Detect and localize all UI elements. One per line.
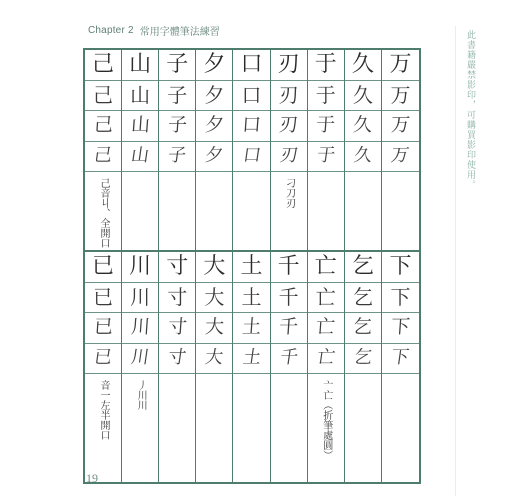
practice-char: 夕 [196,142,232,173]
practice-char: 土 [233,283,269,314]
practice-char: 夕 [196,81,232,112]
char-column [159,50,196,250]
print-char: 万 [382,50,419,81]
practice-char: 久 [345,142,381,173]
practice-char: 山 [122,111,158,142]
stroke-note [159,172,195,250]
practice-char: 刃 [271,142,307,173]
practice-char: 万 [382,81,419,112]
char-column [382,50,419,250]
char-column [382,252,419,482]
print-char: 山 [122,50,158,81]
char-column [122,50,159,250]
stroke-note [122,172,158,250]
practice-char: 久 [345,111,381,142]
copyright-note: 此書籍嚴禁影印，可購買影印使用。 [465,30,475,190]
practice-char: 口 [233,142,269,173]
practice-char: 土 [233,344,269,375]
practice-char: 千 [271,313,307,344]
stroke-note: 亠亡（折筆處圓） [320,380,332,460]
practice-char: 下 [382,313,419,344]
practice-char: 乞 [345,344,381,375]
print-char: 寸 [159,252,195,283]
print-char: 己 [85,50,121,81]
practice-char: 寸 [159,283,195,314]
practice-char: 子 [159,81,195,112]
print-char: 川 [122,252,158,283]
print-char: 下 [382,252,419,283]
print-char: 刃 [271,50,307,81]
side-rule [455,26,456,496]
stroke-note [308,172,344,250]
char-column [271,252,308,482]
stroke-note: 刁刀刃 [283,178,295,208]
page-header [88,22,220,38]
practice-char: 于 [308,142,344,173]
practice-char: 久 [345,81,381,112]
char-column [159,252,196,482]
char-column [85,50,122,250]
char-column [196,252,233,482]
practice-char: 子 [159,111,195,142]
stroke-note: 音一左半開口 [98,380,110,440]
practice-char: 已 [85,283,121,314]
char-column [345,252,382,482]
page-number: 19 [86,471,98,485]
print-char: 口 [233,50,269,81]
practice-char: 己 [85,142,121,173]
print-char: 夕 [196,50,232,81]
print-char: 土 [233,252,269,283]
char-column [122,252,159,482]
practice-char: 千 [271,283,307,314]
practice-char: 大 [196,313,232,344]
stroke-note [159,374,195,482]
stroke-note [345,374,381,482]
practice-char: 山 [122,142,158,173]
char-column [233,50,270,250]
char-column [308,252,345,482]
practice-char: 于 [308,111,344,142]
practice-char: 下 [382,344,419,375]
practice-char: 夕 [196,111,232,142]
char-column [308,50,345,250]
stroke-note: 己音丩、全開口 [98,178,110,248]
practice-char: 下 [382,283,419,314]
chapter-title: 常用字體筆法練習 [139,26,220,38]
practice-char: 乞 [345,313,381,344]
stroke-note: 丿川川 [135,380,147,410]
stroke-note [382,374,419,482]
stroke-note [345,172,381,250]
practice-char: 大 [196,283,232,314]
practice-char: 川 [122,283,158,314]
practice-block-1 [85,50,419,250]
practice-char: 寸 [159,313,195,344]
chapter-label: Chapter 2 [88,24,134,36]
print-char: 子 [159,50,195,81]
print-char: 千 [271,252,307,283]
practice-char: 土 [233,313,269,344]
practice-char: 刃 [271,111,307,142]
char-column [345,50,382,250]
stroke-note [233,374,269,482]
print-char: 于 [308,50,344,81]
practice-char: 子 [159,142,195,173]
practice-char: 寸 [159,344,195,375]
practice-char: 刃 [271,81,307,112]
char-column [196,50,233,250]
practice-char: 亡 [308,313,344,344]
practice-char: 已 [85,344,121,375]
practice-char: 万 [382,142,419,173]
practice-char: 万 [382,111,419,142]
stroke-note [196,374,232,482]
practice-char: 己 [85,81,121,112]
practice-char: 口 [233,111,269,142]
practice-char: 山 [122,81,158,112]
practice-char: 于 [308,81,344,112]
practice-grid [83,48,421,484]
practice-char: 川 [122,313,158,344]
practice-char: 亡 [308,344,344,375]
print-char: 乞 [345,252,381,283]
char-column [85,252,122,482]
practice-char: 大 [196,344,232,375]
practice-char: 川 [122,344,158,375]
char-column [271,50,308,250]
practice-char: 千 [271,344,307,375]
practice-char: 己 [85,111,121,142]
practice-char: 亡 [308,283,344,314]
print-char: 久 [345,50,381,81]
print-char: 亡 [308,252,344,283]
char-column [233,252,270,482]
stroke-note [382,172,419,250]
print-char: 大 [196,252,232,283]
stroke-note [233,172,269,250]
practice-char: 乞 [345,283,381,314]
practice-char: 口 [233,81,269,112]
print-char: 已 [85,252,121,283]
practice-char: 已 [85,313,121,344]
stroke-note [271,374,307,482]
stroke-note [196,172,232,250]
practice-block-2 [85,250,419,482]
